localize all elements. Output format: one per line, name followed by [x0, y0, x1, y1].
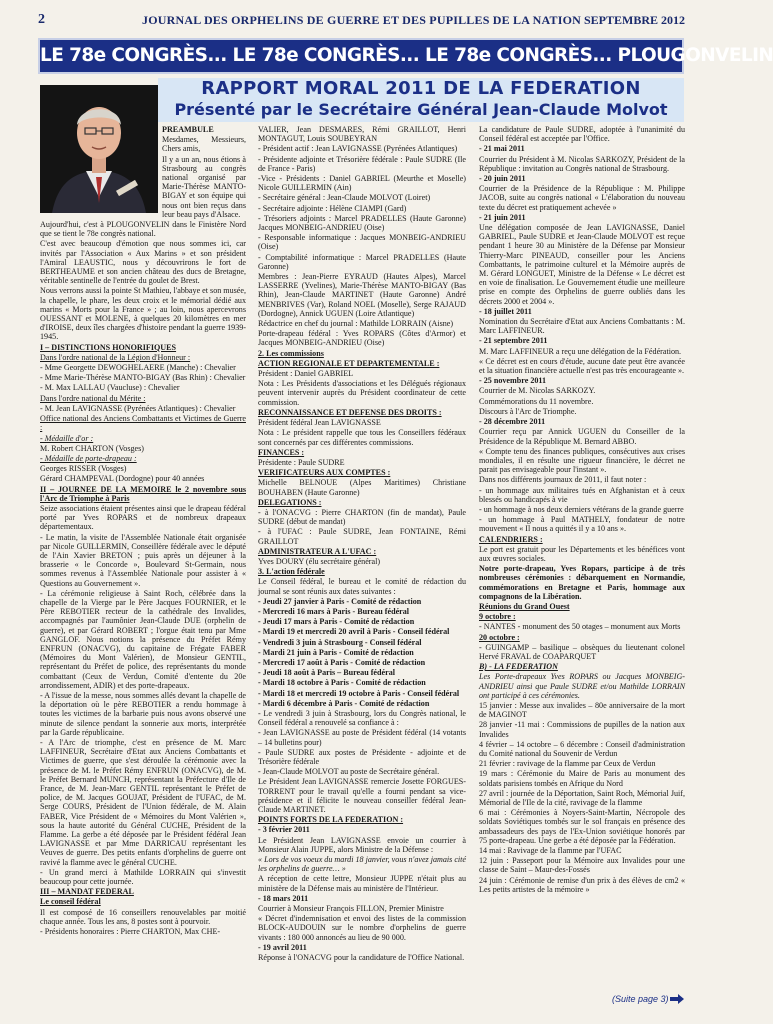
col2-paragraph: Le Président Jean LAVIGNASSE remercie Josette FORGUES-TORRENT pour le travail qu'elle a fourni pendant sa vice-présidence et il félicite le nouveau conseiller fédéral Jean-Claude MARTINET.: [258, 777, 466, 815]
page-number: 2: [38, 12, 45, 27]
col2-paragraph: VALIER, Jean DESMARES, Rémi GRAILLOT, Henri MONTAGUT, Louis SOUBEYRAN: [258, 125, 466, 144]
col2-paragraph: VERIFICATEURS AUX COMPTES :: [258, 468, 391, 478]
col3-paragraph: 27 avril : journée de la Déportation, Saint Roch, Mémorial Juif, Mémorial de l'Ile de la cité, ravivage de la flamme: [479, 788, 685, 808]
col2-paragraph: - Mercredi 17 août à Paris - Comité de rédaction: [258, 657, 426, 667]
col3-paragraph: - 28 décembre 2011: [479, 417, 546, 427]
col3-paragraph: - un hommage à nos deux derniers vétérans de la grande guerre: [479, 504, 684, 514]
col1-paragraph: C'est avec beaucoup d'émotion que nous sommes ici, car invités par l'Association « Aux Marins » et son président l'Amiral LEAUSTIC, nous y découvrirons le fort de BERTHEAUME et son ancien château des ducs de Bretagne, véritable sentinelle de l'entrée du goulet de Brest.: [40, 239, 246, 286]
col1-paragraph: Seize associations étaient présentes ainsi que le drapeau fédéral porté par Yves ROPARS et de nombreux drapeaux départementaux.: [40, 503, 246, 532]
col3-paragraph: - un hommage aux militaires tués en Afghanistan et à ceux blessés ou handicapés à vie: [479, 485, 685, 504]
col1-paragraph: PREAMBULE: [162, 125, 214, 134]
col2-paragraph: ACTION REGIONALE ET DEPARTEMENTALE :: [258, 358, 440, 368]
col3-paragraph: - 21 juin 2011: [479, 212, 526, 222]
col3-paragraph: - 18 juillet 2011: [479, 306, 532, 316]
col1-paragraph: Il y a un an, nous étions à Strasbourg au congrès national organisé par Marie-Thérèse MANTO-BIGAY et son équipe qui nous ont bien reçus dans leur beau pays d'Alsace.: [162, 154, 246, 219]
col2-paragraph: - Mercredi 16 mars à Paris - Bureau fédéral: [258, 606, 410, 616]
col3-paragraph: Une délégation composée de Jean LAVIGNASSE, Daniel GABRIEL, Paule SUDRE et Jean-Claude MOLVOT est reçue pendant 1 heure 30 au Ministère de la Défense par Monsieur Thierry-Marc PINEAUD, conseiller pour les Anciens Combattants, le patrimoine culturel et la Mémoire auprès de M. Gérard LONGUET, Ministre de la Défense « Le décret est en voie de finalisation. Le Gouvernement étudie une meilleure prise en compte des Orphelins de guerre oubliés dans les décrets 2000 et 2004 ».: [479, 223, 685, 306]
col1-paragraph: III – MANDAT FEDERAL: [40, 887, 134, 897]
col2-paragraph: Présidente : Paule SUDRE: [258, 457, 345, 467]
col2-paragraph: POINTS FORTS DE LA FEDERATION :: [258, 815, 404, 825]
journal-title: JOURNAL DES ORPHELINS DE GUERRE ET DES PUPILLES DE LA NATION: [142, 13, 581, 27]
col2-paragraph: ADMINISTRATEUR A L'UFAC :: [258, 546, 377, 556]
col3-paragraph: 24 juin : Cérémonie de remise d'un prix à des élèves de cm2 « Les petits artistes de la mémoire »: [479, 875, 685, 894]
col1-paragraph: - M. Jean LAVIGNASSE (Pyrénées Atlantiques) : Chevalier: [40, 403, 236, 413]
article-column-1: [40, 125, 246, 1005]
col3-paragraph: 6 mai : Cérémonies à Noyers-Saint-Martin, Nécropole des soldats Soviétiques tombés sur le sol français en présence des ambassadeurs des pays de l'Ex-Union soviétique honorés par 75 porte-drapeau. Une gerbe a été déposée par la Fédération.: [479, 808, 685, 845]
col3-paragraph: - GUINGAMP – basilique – obsèques du lieutenant colonel Hervé FRAVAL de COAPARQUET: [479, 642, 685, 661]
col3-paragraph: - 20 juin 2011: [479, 174, 526, 184]
col3-paragraph: Discours à l'Arc de Triomphe.: [479, 406, 577, 416]
col2-paragraph: -Vice - Présidents : Daniel GABRIEL (Meurthe et Moselle) Nicole GUILLERMIN (Ain): [258, 174, 466, 193]
report-subheading: [158, 78, 684, 122]
continuation-note: (Suite page 3): [612, 994, 669, 1004]
article-column-2: [258, 125, 466, 1005]
col1-paragraph: M. Robert CHARTON (Vosges): [40, 443, 144, 453]
col3-paragraph: - 21 septembre 2011: [479, 336, 548, 346]
col2-paragraph: Michelle BELNOUE (Alpes Maritimes) Christiane BOUHABEN (Haute Garonne): [258, 478, 466, 497]
pointing-hand-icon: [670, 994, 684, 1004]
col3-paragraph: La candidature de Paule SUDRE, adoptée à l'unanimité du Conseil fédéral est acceptée par l'Office.: [479, 125, 685, 144]
col3-paragraph: B) - LA FEDERATION: [479, 662, 558, 672]
col2-paragraph: - Vendredi 3 juin à Strasbourg - Conseil fédéral: [258, 637, 422, 647]
col3-paragraph: 14 mai : Ravivage de la flamme par l'UFAC: [479, 846, 622, 856]
col3-paragraph: 15 janvier : Messe aux invalides – 80e anniversaire de la mort de MAGINOT: [479, 700, 685, 720]
col3-paragraph: - un hommage à Paul MATHELY, fondateur de notre mouvement « Il nous a quittés il y a 10 ans ».: [479, 515, 685, 534]
col2-paragraph: - à l'ONACVG : Pierre CHARTON (fin de mandat), Paule SUDRE (début de mandat): [258, 507, 466, 527]
col3-paragraph: Courrier du Président à M. Nicolas SARKOZY, Président de la République : invitation au Congrès national de Strasbourg.: [479, 154, 685, 173]
col3-paragraph: Réunions du Grand Ouest: [479, 601, 570, 611]
col3-paragraph: Nomination du Secrétaire d'Etat aux Anciens Combattants : M. Marc LAFFINEUR.: [479, 317, 685, 336]
col2-paragraph: « Décret d'indemnisation et envoi des listes de la commission BLOCK-AUDOUIN sur le nombre d'orphelins de guerre vivants : 180 000 annoncés au lieu de 90 000.: [258, 914, 466, 942]
col2-paragraph: - Mardi 18 octobre à Paris - Comité de rédaction: [258, 678, 426, 688]
col1-paragraph: Dans l'ordre national de la Légion d'Honneur :: [40, 352, 191, 362]
col1-paragraph: Mesdames, Messieurs, Chers amis,: [162, 135, 246, 154]
col3-paragraph: Notre porte-drapeau, Yves Ropars, participe à de très nombreuses cérémonies : débarquement en Normandie, commémorations en Bretagne et Paris, hommage aux compagnons de la Libération.: [479, 564, 685, 601]
col3-paragraph: Le port est gratuit pour les Départements et les bénéfices vont aux œuvres sociales.: [479, 544, 685, 563]
col3-paragraph: Commémorations du 11 novembre.: [479, 396, 594, 406]
col3-paragraph: 19 mars : Cérémonie du Maire de Paris au monument des soldats parisiens tombés en Afrique du Nord: [479, 769, 685, 788]
col2-paragraph: - Mardi 21 juin à Paris - Comité de rédaction: [258, 647, 414, 657]
col1-paragraph: - Présidents honoraires : Pierre CHARTON, Max CHE-: [40, 927, 221, 937]
col1-paragraph: - A l'issue de la messe, nous sommes allés devant la chapelle de la déportation où le père REBOTIER a rendu hommage à toutes les victimes de la barbarie puis nous avons observé une minute de silence pendant la sonnerie aux morts, interprétée par la Garde républicaine.: [40, 690, 246, 737]
col2-paragraph: - Président actif : Jean LAVIGNASSE (Pyrénées Atlantiques): [258, 144, 458, 154]
col2-paragraph: Courrier à Monsieur François FILLON, Premier Ministre: [258, 904, 444, 914]
col3-paragraph: 12 juin : Passeport pour la Mémoire aux Invalides pour une classe de Saint – Maur-des-Fossés: [479, 856, 685, 875]
col1-paragraph: - La cérémonie religieuse à Saint Roch, célébrée dans la chapelle de la Vierge par le Père Jacques FOURNIER, et le Père REBOTIER recteur de la cathédrale des Invalides, accompagnés par l'aumônier Jean-Claude DUE (orphelin de guerre), et par Gérard ROBERT ; l'orgue était tenu par Mme GANGLOF. Nous notions la présence du Préfet Rémy ENFRUN (ONACVG), du capitaine de Frégate FABER (Mémoires du Mont Valérien), de Monsieur GENTIL, représentant du Préfet de police, des représentants du monde combattant (Ceux de Verdun, Comité d'entente du 20e arrondissement, ADIR) et des porte-drapeaux.: [40, 588, 246, 690]
col1-paragraph: I – DISTINCTIONS HONORIFIQUES: [40, 342, 177, 352]
issue-date: SEPTEMBRE 2012: [583, 13, 685, 27]
col2-paragraph: Le Conseil fédéral, le bureau et le comité de rédaction du journal se sont réunis aux dates suivantes :: [258, 577, 466, 596]
col3-paragraph: « Compte tenu des finances publiques, consécutives aux crises mondiales, il en résulte une rigueur financière, le décret ne parait pas envisageable pour l'instant ».: [479, 446, 685, 475]
col2-paragraph: A réception de cette lettre, Monsieur JUPPE n'était plus au ministère de la Défense mais au ministère de l'Intérieur.: [258, 874, 466, 893]
congress-banner: LE 78e CONGRÈS... LE 78e CONGRÈS... LE 78e CONGRÈS... PLOUGONVELIN: [38, 38, 684, 74]
col3-paragraph: - 25 novembre 2011: [479, 376, 547, 386]
article-column-3: [479, 125, 685, 1005]
col1-paragraph: - Médaille de porte-drapeau :: [40, 453, 137, 463]
col2-paragraph: Président : Daniel GABRIEL: [258, 369, 354, 379]
col1-paragraph: Gérard CHAMPEVAL (Dordogne) pour 40 années: [40, 474, 205, 484]
col2-paragraph: - Jean LAVIGNASSE au poste de Président fédéral (14 votants – 14 bulletins pour): [258, 728, 466, 747]
col2-paragraph: - Jeudi 18 août à Paris – Bureau fédéral: [258, 668, 395, 678]
col2-paragraph: Réponse à l'ONACVG pour la candidature de l'Office National.: [258, 953, 465, 963]
col2-paragraph: RECONNAISSANCE ET DEFENSE DES DROITS :: [258, 407, 442, 417]
col2-paragraph: - Comptabilité informatique : Marcel PRADELLES (Haute Garonne): [258, 252, 466, 271]
col2-paragraph: Porte-drapeau fédéral : Yves ROPARS (Côtes d'Armor) et Jacques MONBEIG-ANDRIEU (Oise): [258, 329, 466, 348]
col2-paragraph: - Jean-Claude MOLVOT au poste de Secrétaire général.: [258, 767, 440, 777]
col2-paragraph: Nota : Les Présidents d'associations et les Délégués régionaux peuvent intervenir auprès du Président coordinateur de cette commission.: [258, 379, 466, 407]
col1-paragraph: - M. Max LALLAU (Vaucluse) : Chevalier: [40, 383, 180, 393]
col3-paragraph: Dans nos différents journaux de 2011, il faut noter :: [479, 475, 647, 485]
col2-paragraph: Yves DOURY (élu secrétaire général): [258, 556, 381, 566]
col2-paragraph: - Responsable informatique : Jacques MONBEIG-ANDRIEU (Oise): [258, 233, 466, 252]
col2-paragraph: - Présidente adjointe et Trésorière fédérale : Paule SUDRE (Ile de France - Paris): [258, 154, 466, 173]
col2-paragraph: - Jeudi 17 mars à Paris - Comité de rédaction: [258, 617, 415, 627]
col2-paragraph: FINANCES :: [258, 447, 305, 457]
col2-paragraph: DELEGATIONS :: [258, 497, 322, 507]
col1-paragraph: - A l'Arc de triomphe, c'est en présence de M. Marc LAFFINEUR, Secrétaire d'Etat aux Anciens Combattants et Victimes de guerre, que s'est déroulée la cérémonie avec la présence de M. le Préfet Rémy ENFRUN (ONACVG), de M. le Préfet Bernard MUNCH, représentant la Préfecture d'Ile de France, de M. Jean-Marc GENTIL représentant le Préfet de police, de M. Jacques GOUJAT, Président de l'UFAC, de M. Serge COURS, Président de l'Union fédérale, de M. Alain FABER, Vice Président de « Mémoires du Mont Valérien », sous la haute autorité du Général CUCHE, Président de la Flamme. La gerbe a été déposée par le Président fédéral Jean LAVIGNASSE et par Mme DARRICAU représentant les Veuves de guerre. Des petits enfants d'orphelins de guerre ont ravivé la flamme avec le général CUCHE.: [40, 738, 246, 867]
col2-paragraph: « Lors de vos voeux du mardi 18 janvier, vous n'avez jamais cité les orphelins de guerre… »: [258, 855, 467, 874]
col1-paragraph: - Le matin, la visite de l'Assemblée Nationale était organisée par Nicole GUILLERMIN, Conseillère fédérale avec le député de l'Ain Xavier BRETON ; puis après un déjeuner à la brasserie « le Concorde », Boulevard St-Germain, nous sommes revenus à l'Assemblée Nationale pour assister à « Questions au Gouvernement ».: [40, 532, 246, 588]
col3-paragraph: - 21 mai 2011: [479, 144, 525, 154]
col2-paragraph: - Paule SUDRE aux postes de Présidente - adjointe et de Trésorière fédérale: [258, 747, 466, 766]
col3-paragraph: 9 octobre :: [479, 612, 516, 622]
col1-paragraph: Nous verrons aussi la pointe St Mathieu, l'abbaye et son musée, la chapelle, le phare, les deux croix et le mémorial dédié aux marins « Morts pour la France » ; au loin, nous apercevrons OUESSANT et MOLENE, à quelques 20 kilomètres en mer d'IROISE, deux îles chargées d'histoire pendant la guerre 1939-1945.: [40, 286, 247, 342]
col3-paragraph: « Ce décret est en cours d'étude, aucune date peut être avancée et la situation financière actuelle n'est pas très encourageante ».: [479, 356, 685, 376]
col2-paragraph: - Mardi 19 et mercredi 20 avril à Paris - Conseil fédéral: [258, 627, 450, 637]
col2-paragraph: Président fédéral Jean LAVIGNASSE: [258, 418, 381, 428]
col1-paragraph: Aujourd'hui, c'est à PLOUGONVELIN dans le Finistère Nord que se tient le 78e congrès national.: [40, 220, 246, 239]
col3-paragraph: 20 octobre :: [479, 632, 520, 642]
col2-paragraph: - Le vendredi 3 juin à Strasbourg, lors du Congrès national, le Conseil fédéral a renouvelé sa confiance à :: [258, 708, 466, 728]
col2-paragraph: - Secrétaire général : Jean-Claude MOLVOT (Loiret): [258, 193, 431, 203]
col2-paragraph: - Mardi 18 et mercredi 19 octobre à Paris - Conseil fédéral: [258, 688, 460, 698]
col2-paragraph: - Trésoriers adjoints : Marcel PRADELLES (Haute Garonne) Jacques MONBEIG-ANDRIEU (Oise): [258, 213, 466, 233]
col2-paragraph: Rédactrice en chef du journal : Mathilde LORRAIN (Aisne): [258, 319, 454, 329]
col3-paragraph: M. Marc LAFFINEUR a reçu une délégation de la Fédération.: [479, 346, 682, 356]
col3-paragraph: 21 février : ravivage de la flamme par Ceux de Verdun: [479, 759, 656, 769]
report-title: RAPPORT MORAL 2011 DE LA FEDERATION: [201, 78, 641, 99]
col2-paragraph: - 18 mars 2011: [258, 893, 309, 903]
col2-paragraph: 2. Les commissions: [258, 348, 324, 358]
col2-paragraph: - Secrétaire adjointe : Hélène CIAMPI (Gard): [258, 203, 407, 213]
col2-paragraph: - 3 février 2011: [258, 825, 310, 835]
col3-paragraph: Courrier de la Présidence de la République : M. Philippe JACOB, suite au congrès national « L'élaboration du nouveau texte du décret est pratiquement achevée »: [479, 184, 685, 212]
report-presenter: Présenté par le Secrétaire Général Jean-Claude Molvot: [174, 100, 668, 119]
col2-paragraph: - Mardi 6 décembre à Paris - Comité de rédaction: [258, 698, 430, 708]
col3-paragraph: Courrier reçu par Annick UGUEN du Conseiller de la Présidence de la République M. Bernard ABBO.: [479, 427, 685, 446]
col1-paragraph: Georges RISSER (Vosges): [40, 464, 127, 474]
col2-paragraph: - à l'UFAC : Paule SUDRE, Jean FONTAINE, Rémi GRAILLOT: [258, 527, 466, 546]
col3-paragraph: Les Porte-drapeaux Yves ROPARS ou Jacques MONBEIG-ANDRIEU ainsi que Paule SUDRE et/ou Mathilde LORRAIN ont participé à ces cérémonies.: [479, 672, 685, 700]
col2-paragraph: 3. L'action fédérale: [258, 567, 325, 577]
page-header: [38, 10, 685, 30]
col2-paragraph: Le Président Jean LAVIGNASSE envoie un courrier à Monsieur Alain JUPPE, alors Ministre de la Défense :: [258, 835, 466, 854]
col1-paragraph: Office national des Anciens Combattants et Victimes de Guerre :: [40, 414, 246, 433]
col1-paragraph: Dans l'ordre national du Mérite :: [40, 393, 146, 403]
col1-paragraph: Le conseil fédéral: [40, 897, 101, 907]
col1-paragraph: Il est composé de 16 conseillers renouvelables par moitié chaque année. Tous les ans, 8 postes sont à pourvoir.: [40, 907, 246, 926]
col1-paragraph: II – JOURNEE DE LA MEMOIRE le 2 novembre sous l'Arc de Triomphe à Paris: [40, 484, 246, 503]
col1-paragraph: - Mme Marie-Thérèse MANTO-BIGAY (Bas Rhin) : Chevalier: [40, 373, 246, 383]
col1-paragraph: - Médaille d'or :: [40, 433, 94, 443]
col3-paragraph: 4 février – 14 octobre – 6 décembre : Conseil d'administration du Comité national du Souvenir de Verdun: [479, 739, 685, 758]
col2-paragraph: - 19 avril 2011: [258, 942, 307, 952]
col3-paragraph: - NANTES - monument des 50 otages – monument aux Morts: [479, 622, 681, 632]
col3-paragraph: Courrier de M. Nicolas SARKOZY.: [479, 386, 596, 396]
col3-paragraph: CALENDRIERS :: [479, 534, 543, 544]
col2-paragraph: Membres : Jean-Pierre EYRAUD (Hautes Alpes), Marcel LASSERRE (Yvelines), Marie-Thérèse MANTO-BIGAY (Bas Rhin), Jean-Claude MARTINET (Haute Garonne) André MENBRIVES (Var), Roland NOEL (Moselle), Serge RAJAUD (Dordogne), Annick UGUEN (Loire Atlantique): [258, 272, 466, 318]
col2-paragraph: Nota : Le président rappelle que tous les Conseillers fédéraux sont concernés par ces différentes commissions.: [258, 428, 466, 447]
col2-paragraph: - Jeudi 27 janvier à Paris - Comité de rédaction: [258, 596, 422, 606]
col1-paragraph: - Mme Georgette DEWOGHELAERE (Manche) : Chevalier: [40, 363, 236, 373]
col3-paragraph: 28 janvier -11 mai : Commissions de pupilles de la nation aux Invalides: [479, 720, 685, 739]
col1-paragraph: - Un grand merci à Mathilde LORRAIN qui s'investit beaucoup pour cette journée.: [40, 867, 246, 887]
